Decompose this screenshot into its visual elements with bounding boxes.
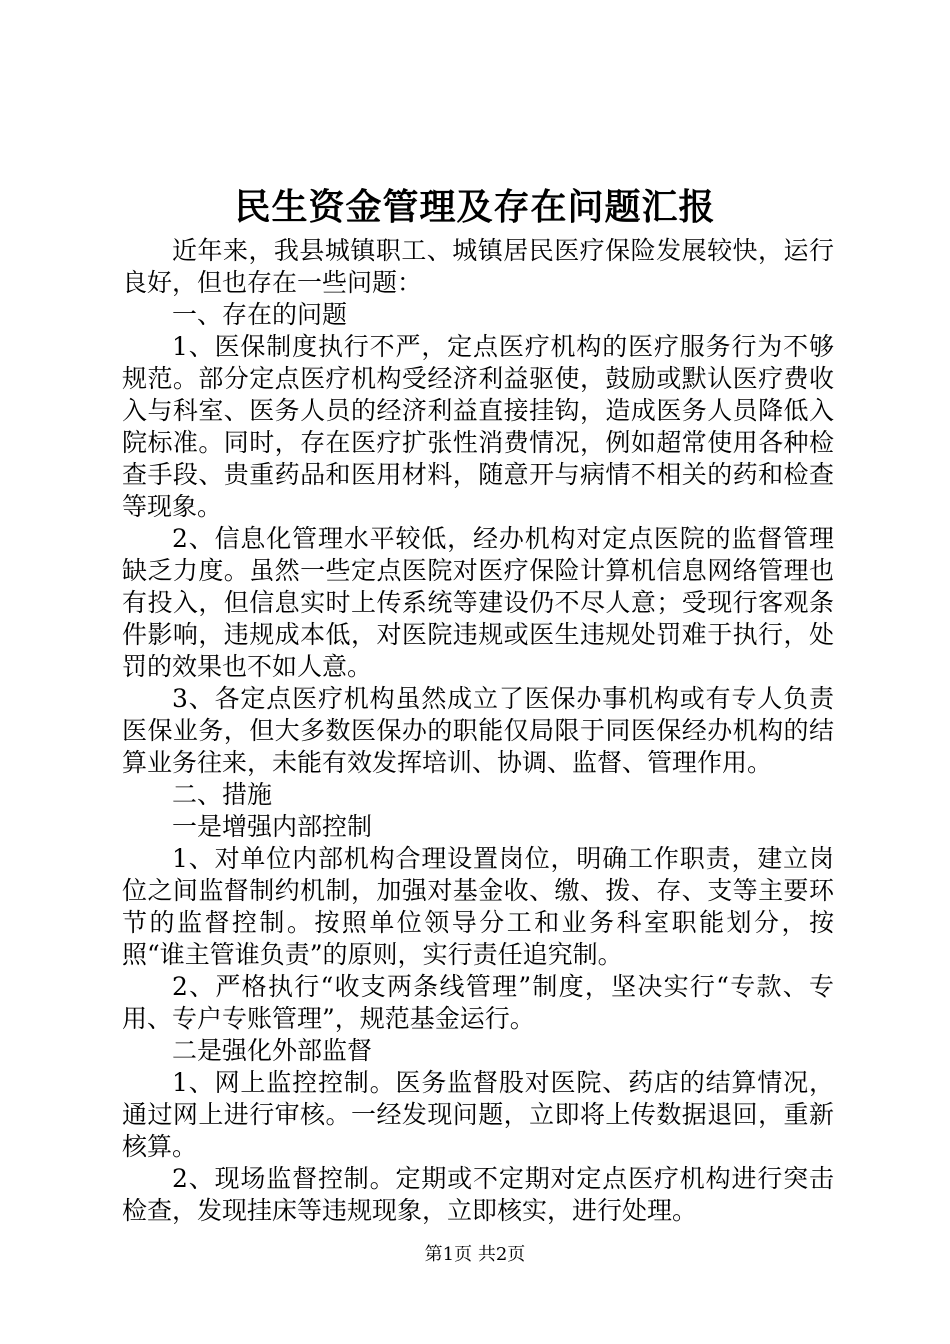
measure-paragraph-2: 2、严格执行“收支两条线管理”制度，坚决实行“专款、专用、专户专账管理”，规范基金运行。 xyxy=(122,972,834,1033)
problem-paragraph-2: 2、信息化管理水平较低，经办机构对定点医院的监督管理缺乏力度。虽然一些定点医院对医疗保险计算机信息网络管理也有投入，但信息实时上传系统等建设仍不尽人意；受现行客观条件影响，违规成本低，对医院违规或医生违规处罚难于执行，处罚的效果也不如人意。 xyxy=(122,524,834,681)
measure-paragraph-1: 1、对单位内部机构合理设置岗位，明确工作职责，建立岗位之间监督制约机制，加强对基金收、缴、拨、存、支等主要环节的监督控制。按照单位领导分工和业务科室职能划分，按照“谁主管谁负责”的原则，实行责任追究制。 xyxy=(122,844,834,969)
supervision-paragraph-2: 2、现场监督控制。定期或不定期对定点医疗机构进行突击检查，发现挂床等违规现象，立即核实，进行处理。 xyxy=(122,1164,834,1225)
subheading-internal-control: 一是增强内部控制 xyxy=(172,812,373,841)
document-body xyxy=(122,235,834,1227)
intro-paragraph: 近年来，我县城镇职工、城镇居民医疗保险发展较快，运行良好，但也存在一些问题： xyxy=(122,236,834,297)
subheading-external-supervision: 二是强化外部监督 xyxy=(172,1036,373,1065)
supervision-paragraph-1: 1、网上监控控制。医务监督股对医院、药店的结算情况，通过网上进行审核。一经发现问题，立即将上传数据退回，重新核算。 xyxy=(122,1068,834,1161)
problem-paragraph-1: 1、医保制度执行不严，定点医疗机构的医疗服务行为不够规范。部分定点医疗机构受经济利益驱使，鼓励或默认医疗费收入与科室、医务人员的经济利益直接挂钩，造成医务人员降低入院标准。同时，存在医疗扩张性消费情况，例如超常使用各种检查手段、贵重药品和医用材料，随意开与病情不相关的药和检查等现象。 xyxy=(122,332,834,521)
section-heading-measures: 二、措施 xyxy=(172,780,273,809)
problem-paragraph-3: 3、各定点医疗机构虽然成立了医保办事机构或有专人负责医保业务，但大多数医保办的职能仅局限于同医保经办机构的结算业务往来，未能有效发挥培训、协调、监督、管理作用。 xyxy=(122,684,834,777)
page-title: 民生资金管理及存在问题汇报 xyxy=(234,186,716,228)
section-heading-problems: 一、存在的问题 xyxy=(172,300,348,329)
page-number-footer: 第1页 共2页 xyxy=(424,1244,526,1265)
